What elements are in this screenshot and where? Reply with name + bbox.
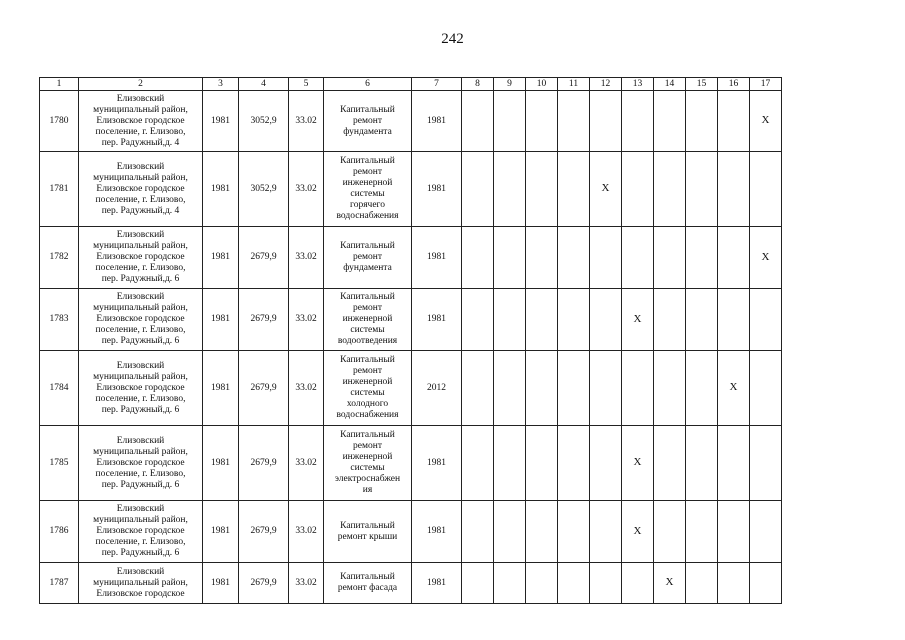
column-header-4: 4 — [239, 78, 289, 91]
code-cell: 33.02 — [289, 152, 324, 227]
work-type-cell-line: ремонт крыши — [337, 531, 398, 542]
work-type-cell-line: фундамента — [343, 126, 392, 137]
period-cell-13 — [622, 426, 654, 501]
address-cell-line: поселение, г. Елизово, — [95, 126, 186, 137]
period-cell-10 — [526, 563, 558, 604]
address-cell-line: Елизовское городское — [96, 382, 185, 393]
work-type-cell-line: Капитальный — [340, 241, 395, 251]
address-cell-line: Елизовское городское — [96, 588, 185, 599]
address-cell-line: поселение, г. Елизово, — [95, 263, 186, 273]
column-header-15: 15 — [686, 78, 718, 91]
work-type-cell-line: инженерной — [342, 314, 393, 324]
year-cell: 1981 — [203, 426, 239, 501]
work-type-cell-line: Капитальный — [340, 520, 395, 531]
period-cell-16 — [718, 289, 750, 351]
period-cell-12 — [590, 501, 622, 563]
work-type-cell — [324, 351, 412, 426]
address-cell-line: Елизовское городское — [96, 314, 185, 324]
row-number-cell: 1786 — [40, 501, 79, 563]
period-cell-14 — [654, 289, 686, 351]
table-row — [40, 501, 782, 563]
period-cell-12 — [590, 426, 622, 501]
repair-registry-table — [39, 77, 782, 604]
table-row — [40, 426, 782, 501]
row-number-cell: 1784 — [40, 351, 79, 426]
area-cell: 2679,9 — [239, 289, 289, 351]
period-cell-12 — [590, 227, 622, 289]
address-cell-line: Елизовский — [116, 504, 165, 514]
work-type-cell-line: ремонт — [353, 366, 382, 376]
period-cell-16 — [718, 351, 750, 426]
col7-year-cell: 1981 — [412, 152, 462, 227]
x-mark: X — [633, 312, 642, 325]
work-type-cell-line: системы — [350, 388, 385, 398]
period-cell-8 — [462, 426, 494, 501]
work-type-cell-line: горячего — [350, 200, 385, 210]
period-cell-8 — [462, 289, 494, 351]
period-cell-9 — [494, 152, 526, 227]
address-cell-line: пер. Радужный,д. 6 — [101, 404, 180, 415]
period-cell-8 — [462, 152, 494, 227]
work-type-cell — [324, 91, 412, 152]
row-number-cell: 1783 — [40, 289, 79, 351]
work-type-cell-line: Капитальный — [340, 355, 395, 365]
period-cell-10 — [526, 426, 558, 501]
col7-year-cell: 1981 — [412, 563, 462, 604]
work-type-cell — [324, 426, 412, 501]
period-cell-11 — [558, 501, 590, 563]
work-type-cell-line: водоснабжения — [336, 211, 399, 221]
period-cell-13 — [622, 563, 654, 604]
address-cell — [79, 152, 203, 227]
work-type-cell-line: Капитальный — [340, 292, 395, 302]
period-cell-15 — [686, 91, 718, 152]
work-type-cell — [324, 289, 412, 351]
address-cell-line: Елизовский — [116, 230, 165, 240]
column-header-17: 17 — [750, 78, 782, 91]
period-cell-13 — [622, 351, 654, 426]
period-cell-14 — [654, 91, 686, 152]
col7-year-cell: 1981 — [412, 426, 462, 501]
area-cell: 2679,9 — [239, 351, 289, 426]
work-type-cell-line: ия — [362, 485, 373, 495]
work-type-cell-line: инженерной — [342, 377, 393, 387]
period-cell-15 — [686, 152, 718, 227]
code-cell: 33.02 — [289, 227, 324, 289]
table-header-row — [40, 78, 782, 91]
period-cell-10 — [526, 227, 558, 289]
work-type-cell-line: холодного — [346, 399, 389, 409]
period-cell-15 — [686, 501, 718, 563]
x-mark: X — [601, 182, 610, 194]
x-mark: X — [729, 381, 738, 393]
address-cell-line: Елизовский — [116, 435, 165, 446]
period-cell-11 — [558, 152, 590, 227]
work-type-cell-line: системы — [350, 463, 385, 473]
address-cell-line: муниципальный район, — [93, 577, 188, 588]
period-cell-15 — [686, 351, 718, 426]
year-cell: 1981 — [203, 91, 239, 152]
period-cell-12 — [590, 289, 622, 351]
period-cell-13 — [622, 152, 654, 227]
period-cell-14 — [654, 351, 686, 426]
period-cell-10 — [526, 289, 558, 351]
period-cell-12 — [590, 91, 622, 152]
work-type-cell-line: инженерной — [342, 178, 393, 188]
column-header-6: 6 — [324, 78, 412, 91]
column-header-12: 12 — [590, 78, 622, 91]
address-cell-line: Елизовское городское — [96, 526, 185, 536]
work-type-cell — [324, 152, 412, 227]
address-cell-line: Елизовское городское — [96, 115, 185, 126]
address-cell — [79, 426, 203, 501]
address-cell-line: Елизовский — [116, 292, 165, 302]
period-cell-9 — [494, 91, 526, 152]
column-header-1: 1 — [40, 78, 79, 91]
address-cell-line: муниципальный район, — [93, 241, 188, 251]
period-cell-17 — [750, 289, 782, 351]
period-cell-16 — [718, 227, 750, 289]
period-cell-12 — [590, 152, 622, 227]
period-cell-8 — [462, 563, 494, 604]
period-cell-14 — [654, 152, 686, 227]
work-type-cell — [324, 563, 412, 604]
work-type-cell-line: ремонт — [353, 167, 382, 177]
period-cell-9 — [494, 227, 526, 289]
column-header-3: 3 — [203, 78, 239, 91]
period-cell-11 — [558, 426, 590, 501]
column-header-16: 16 — [718, 78, 750, 91]
work-type-cell-line: ремонт фасада — [337, 583, 398, 593]
address-cell-line: пер. Радужный,д. 4 — [101, 205, 180, 216]
period-cell-9 — [494, 289, 526, 351]
column-header-11: 11 — [558, 78, 590, 91]
address-cell-line: муниципальный район, — [93, 371, 188, 382]
year-cell: 1981 — [203, 563, 239, 604]
address-cell-line: Елизовское городское — [96, 252, 185, 262]
year-cell: 1981 — [203, 289, 239, 351]
year-cell: 1981 — [203, 227, 239, 289]
table-row — [40, 152, 782, 227]
address-cell — [79, 289, 203, 351]
work-type-cell-line: Капитальный — [340, 104, 395, 115]
col7-year-cell: 2012 — [412, 351, 462, 426]
table-row — [40, 351, 782, 426]
period-cell-14 — [654, 426, 686, 501]
work-type-cell — [324, 227, 412, 289]
row-number-cell: 1780 — [40, 91, 79, 152]
work-type-cell-line: Капитальный — [340, 430, 395, 440]
work-type-cell-line: Капитальный — [340, 572, 395, 582]
work-type-cell-line: системы — [350, 325, 385, 335]
code-cell: 33.02 — [289, 289, 324, 351]
page-number: 242 — [441, 31, 464, 47]
period-cell-15 — [686, 426, 718, 501]
period-cell-9 — [494, 501, 526, 563]
column-header-9: 9 — [494, 78, 526, 91]
code-cell: 33.02 — [289, 426, 324, 501]
address-cell-line: пер. Радужный,д. 6 — [101, 479, 180, 490]
address-cell-line: муниципальный район, — [93, 515, 188, 525]
period-cell-10 — [526, 351, 558, 426]
work-type-cell-line: ремонт — [353, 252, 382, 262]
period-cell-17 — [750, 501, 782, 563]
period-cell-13 — [622, 227, 654, 289]
period-cell-16 — [718, 91, 750, 152]
period-cell-15 — [686, 227, 718, 289]
period-cell-16 — [718, 152, 750, 227]
year-cell: 1981 — [203, 501, 239, 563]
period-cell-14 — [654, 501, 686, 563]
col7-year-cell: 1981 — [412, 91, 462, 152]
period-cell-17 — [750, 563, 782, 604]
period-cell-14 — [654, 227, 686, 289]
period-cell-8 — [462, 501, 494, 563]
area-cell: 2679,9 — [239, 227, 289, 289]
address-cell-line: муниципальный район, — [93, 446, 188, 457]
work-type-cell-line: ремонт — [353, 115, 382, 126]
work-type-cell — [324, 501, 412, 563]
work-type-cell-line: системы — [350, 189, 385, 199]
address-cell-line: поселение, г. Елизово, — [95, 537, 186, 547]
address-cell — [79, 563, 203, 604]
row-number-cell: 1782 — [40, 227, 79, 289]
table-row — [40, 289, 782, 351]
period-cell-13 — [622, 501, 654, 563]
period-cell-15 — [686, 289, 718, 351]
area-cell: 2679,9 — [239, 501, 289, 563]
code-cell: 33.02 — [289, 351, 324, 426]
row-number-cell: 1785 — [40, 426, 79, 501]
address-cell-line: Елизовское городское — [96, 183, 185, 194]
column-header-10: 10 — [526, 78, 558, 91]
period-cell-8 — [462, 227, 494, 289]
work-type-cell-line: электроснабжен — [334, 474, 401, 484]
column-header-8: 8 — [462, 78, 494, 91]
address-cell-line: поселение, г. Елизово, — [95, 325, 186, 335]
work-type-cell-line: фундамента — [343, 263, 392, 273]
row-number-cell: 1787 — [40, 563, 79, 604]
col7-year-cell: 1981 — [412, 501, 462, 563]
x-mark: X — [761, 114, 770, 126]
period-cell-8 — [462, 91, 494, 152]
period-cell-11 — [558, 91, 590, 152]
period-cell-17 — [750, 152, 782, 227]
period-cell-17 — [750, 351, 782, 426]
address-cell — [79, 91, 203, 152]
period-cell-17 — [750, 426, 782, 501]
period-cell-14 — [654, 563, 686, 604]
address-cell — [79, 227, 203, 289]
address-cell-line: пер. Радужный,д. 6 — [101, 548, 180, 558]
column-header-13: 13 — [622, 78, 654, 91]
col7-year-cell: 1981 — [412, 227, 462, 289]
address-cell-line: муниципальный район, — [93, 303, 188, 313]
table-row — [40, 91, 782, 152]
address-cell-line: пер. Радужный,д. 6 — [101, 336, 180, 346]
period-cell-16 — [718, 501, 750, 563]
address-cell-line: Елизовское городское — [96, 457, 185, 468]
period-cell-15 — [686, 563, 718, 604]
work-type-cell-line: ремонт — [353, 303, 382, 313]
address-cell-line: поселение, г. Елизово, — [95, 468, 186, 479]
area-cell: 3052,9 — [239, 91, 289, 152]
period-cell-16 — [718, 563, 750, 604]
period-cell-17 — [750, 91, 782, 152]
period-cell-13 — [622, 289, 654, 351]
area-cell: 3052,9 — [239, 152, 289, 227]
period-cell-12 — [590, 351, 622, 426]
year-cell: 1981 — [203, 351, 239, 426]
work-type-cell-line: водоотведения — [337, 336, 398, 346]
address-cell-line: муниципальный район, — [93, 104, 188, 115]
column-header-14: 14 — [654, 78, 686, 91]
period-cell-16 — [718, 426, 750, 501]
period-cell-13 — [622, 91, 654, 152]
column-header-5: 5 — [289, 78, 324, 91]
period-cell-10 — [526, 501, 558, 563]
address-cell — [79, 501, 203, 563]
address-cell-line: поселение, г. Елизово, — [95, 194, 186, 205]
address-cell-line: муниципальный район, — [93, 172, 188, 183]
work-type-cell-line: Капитальный — [340, 156, 395, 166]
address-cell-line: Елизовский — [116, 360, 165, 371]
address-cell — [79, 351, 203, 426]
address-cell-line: Елизовский — [116, 161, 165, 172]
work-type-cell-line: инженерной — [342, 452, 393, 462]
period-cell-9 — [494, 563, 526, 604]
column-header-7: 7 — [412, 78, 462, 91]
table-row — [40, 227, 782, 289]
period-cell-9 — [494, 351, 526, 426]
period-cell-8 — [462, 351, 494, 426]
area-cell: 2679,9 — [239, 563, 289, 604]
code-cell: 33.02 — [289, 91, 324, 152]
address-cell-line: Елизовский — [116, 566, 165, 577]
period-cell-11 — [558, 563, 590, 604]
period-cell-11 — [558, 289, 590, 351]
code-cell: 33.02 — [289, 501, 324, 563]
address-cell-line: поселение, г. Елизово, — [95, 393, 186, 404]
year-cell: 1981 — [203, 152, 239, 227]
col7-year-cell: 1981 — [412, 289, 462, 351]
row-number-cell: 1781 — [40, 152, 79, 227]
period-cell-11 — [558, 351, 590, 426]
code-cell: 33.02 — [289, 563, 324, 604]
address-cell-line: пер. Радужный,д. 6 — [101, 274, 180, 284]
address-cell-line: пер. Радужный,д. 4 — [101, 137, 180, 148]
address-cell-line: Елизовский — [116, 93, 165, 104]
period-cell-10 — [526, 91, 558, 152]
period-cell-9 — [494, 426, 526, 501]
period-cell-10 — [526, 152, 558, 227]
x-mark: X — [633, 524, 642, 537]
period-cell-17 — [750, 227, 782, 289]
work-type-cell-line: водоснабжения — [336, 410, 399, 420]
x-mark: X — [633, 456, 642, 468]
work-type-cell-line: ремонт — [353, 441, 382, 451]
period-cell-12 — [590, 563, 622, 604]
column-header-2: 2 — [79, 78, 203, 91]
area-cell: 2679,9 — [239, 426, 289, 501]
table-row — [40, 563, 782, 604]
x-mark: X — [665, 576, 674, 588]
x-mark: X — [761, 250, 770, 263]
period-cell-11 — [558, 227, 590, 289]
